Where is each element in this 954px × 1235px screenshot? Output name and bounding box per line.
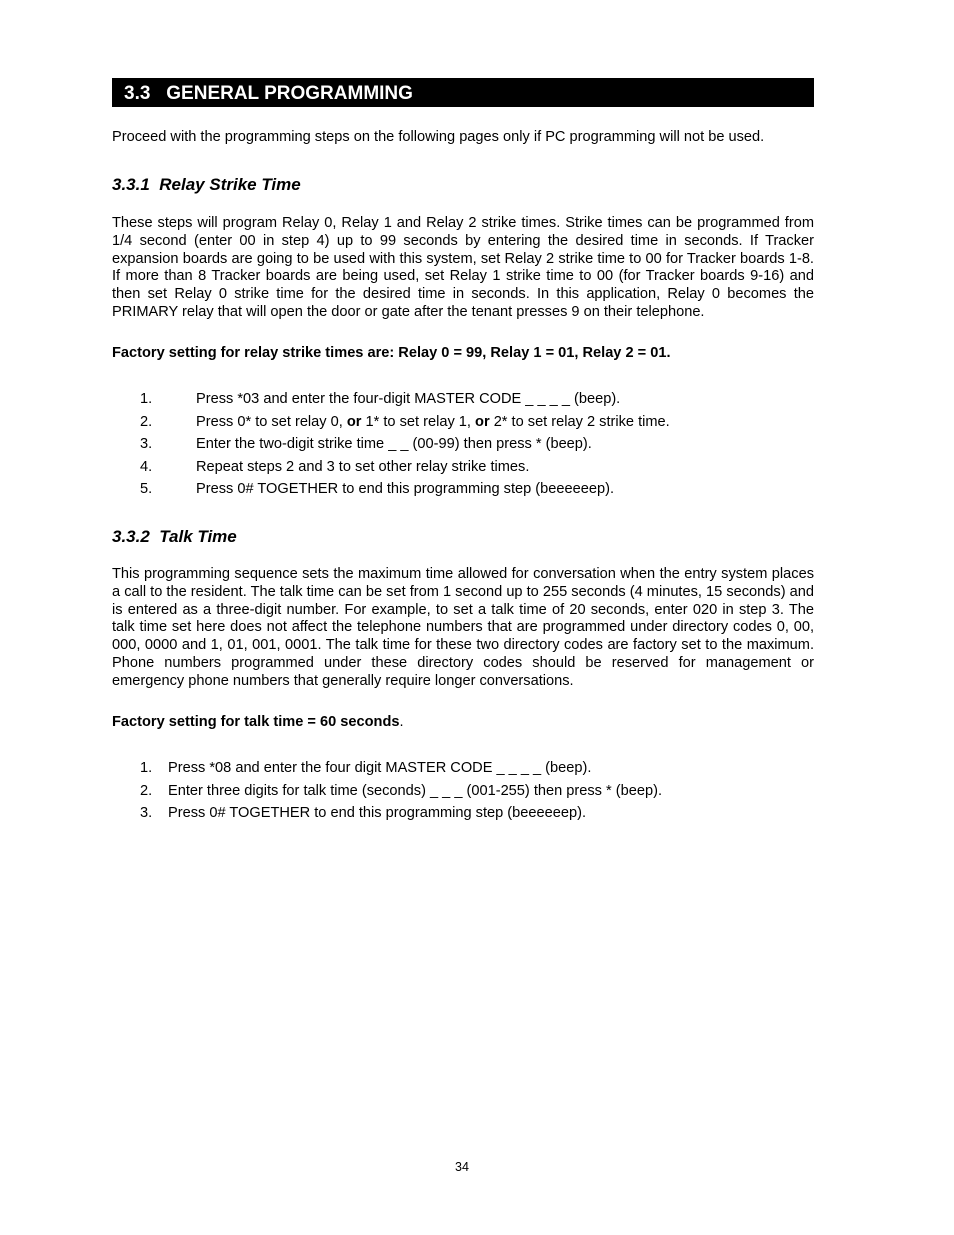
- step-number: 1.: [140, 760, 153, 776]
- subsection-heading-relay: [112, 175, 301, 195]
- step-text: [196, 413, 670, 431]
- subsection-heading-talk: [112, 527, 237, 547]
- subsection-number: 3.3.1: [112, 175, 150, 194]
- step-text: Press *08 and enter the four digit MASTER CODE _ _ _ _ (beep).: [168, 760, 592, 776]
- talk-factory-setting: [112, 714, 814, 732]
- step-text-or: or: [346, 414, 362, 430]
- subsection-number: 3.3.2: [112, 527, 150, 546]
- step-number: 4.: [140, 459, 153, 475]
- section-title: GENERAL PROGRAMMING: [166, 83, 413, 104]
- step-number: 5.: [140, 481, 153, 497]
- talk-factory-bold: Factory setting for talk time = 60 seconds: [112, 714, 400, 730]
- subsection-title: Talk Time: [159, 527, 237, 546]
- relay-factory-setting: Factory setting for relay strike times are: Relay 0 = 99, Relay 1 = 01, Relay 2 = 01.: [112, 345, 671, 361]
- step-text: Press *03 and enter the four-digit MASTER CODE _ _ _ _ (beep).: [196, 391, 621, 407]
- section-header: [112, 78, 814, 107]
- step-text: Enter the two-digit strike time _ _ (00-99) then press * (beep).: [196, 436, 592, 452]
- step-number: 3.: [140, 436, 153, 452]
- step-text: Enter three digits for talk time (seconds) _ _ _ (001-255) then press * (beep).: [168, 783, 662, 799]
- intro-paragraph: Proceed with the programming steps on the following pages only if PC programming will not be used.: [112, 129, 765, 145]
- relay-body-paragraph: These steps will program Relay 0, Relay 1 and Relay 2 strike times. Strike times can be programmed from 1/4 second (enter 00 in step 4) up to 99 seconds by entering the desired time in seconds. If Tracker expansion boards are going to be used with this system, set Relay 2 strike time to 00 for Tracker boards 1-8. If more than 8 Tracker boards are being used, set Relay 1 strike time to 00 (for Tracker boards 9-16) and then set Relay 0 strike time for the desired time in seconds. In this application, Relay 0 becomes the PRIMARY relay that will open the door or gate after the tenant presses 9 on their telephone.: [112, 215, 814, 320]
- step-number: 2.: [140, 414, 153, 430]
- step-number: 1.: [140, 391, 153, 407]
- talk-body-paragraph: This programming sequence sets the maximum time allowed for conversation when the entry system places a call to the resident. The talk time can be set from 1 second up to 255 seconds (4 minutes, 15 seconds) and is entered as a three-digit number. For example, to set a talk time of 20 seconds, enter 020 in step 3. The talk time set here does not affect the telephone numbers that are programmed under directory codes 0, 00, 000, 0000 and 1, 01, 001, 0001. The talk time for these two directory codes are factory set to the maximum. Phone numbers programmed under these directory codes should be reserved for management or emergency phone numbers that generally require longer conversations.: [112, 566, 814, 689]
- step-text-part: 2* to set relay 2 strike time.: [489, 414, 670, 430]
- step-text: Repeat steps 2 and 3 to set other relay strike times.: [196, 459, 530, 475]
- subsection-title: Relay Strike Time: [159, 175, 301, 194]
- page-number: 34: [455, 1160, 469, 1174]
- step-number: 2.: [140, 783, 153, 799]
- step-text: Press 0# TOGETHER to end this programming step (beeeeeep).: [196, 481, 615, 497]
- talk-factory-tail: .: [399, 714, 404, 730]
- step-text: Press 0# TOGETHER to end this programming step (beeeeeep).: [168, 805, 587, 821]
- step-text-or: or: [475, 414, 490, 430]
- section-number: 3.3: [124, 83, 151, 104]
- step-text-part: 1* to set relay 1,: [361, 414, 476, 430]
- step-text-part: Press 0* to set relay 0,: [196, 414, 347, 430]
- step-number: 3.: [140, 805, 153, 821]
